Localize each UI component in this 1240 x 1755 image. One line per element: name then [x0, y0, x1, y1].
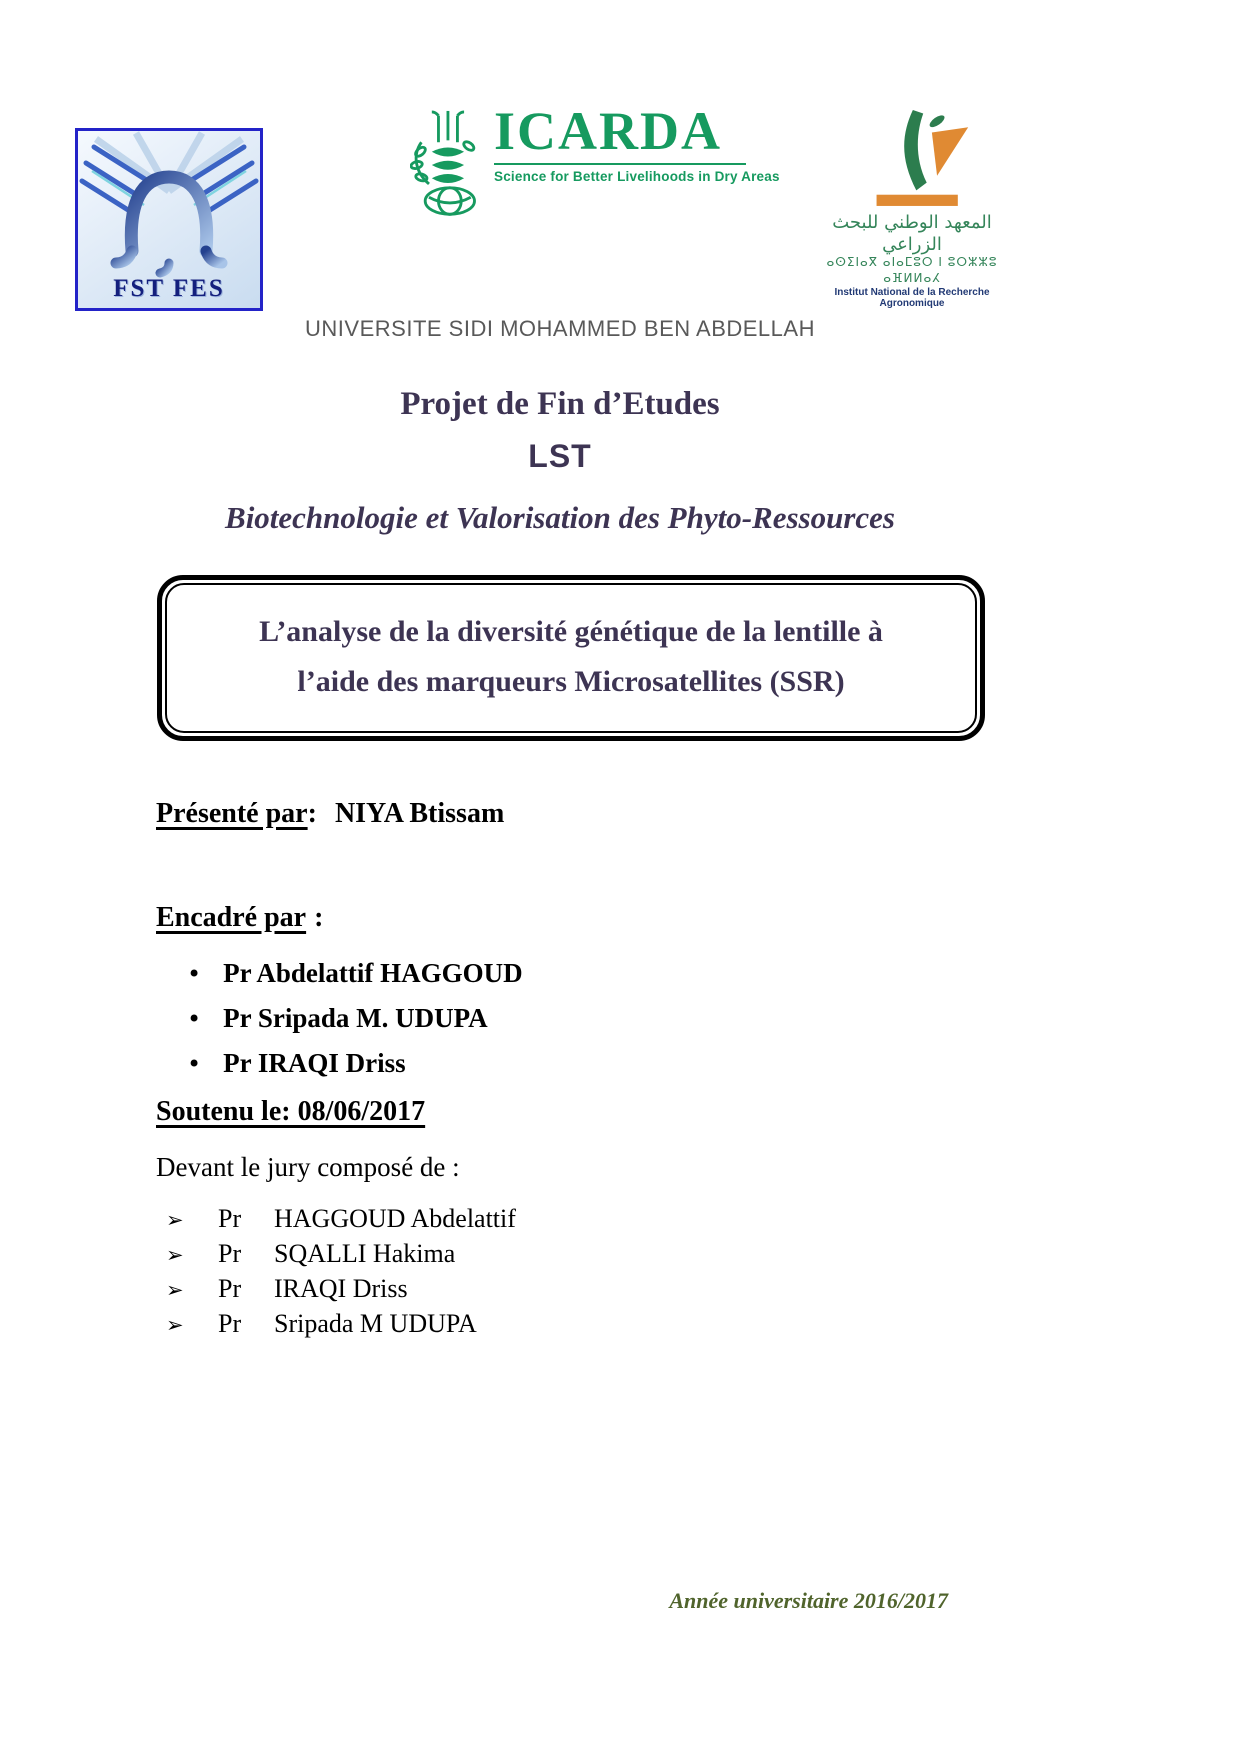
jury-member-name: IRAQI Driss [274, 1274, 408, 1303]
supervised-by-colon: : [314, 902, 324, 933]
jury-member-name: HAGGOUD Abdelattif [274, 1204, 516, 1233]
inra-mark-icon [847, 110, 977, 212]
supervisor-item [187, 1048, 523, 1093]
presented-by-colon: : [307, 798, 317, 829]
supervisor-name: Pr Sripada M. UDUPA [223, 1003, 488, 1033]
jury-member-title: Pr [218, 1239, 242, 1268]
icarda-tagline: Science for Better Livelihoods in Dry Areas [494, 169, 780, 185]
icarda-logo [410, 101, 780, 220]
arrow-bullet-icon: ➢ [166, 1243, 184, 1267]
jury-member-name: Sripada M UDUPA [274, 1309, 477, 1338]
fst-fes-logo [75, 128, 263, 311]
degree-title: LST [528, 438, 592, 474]
bullet-icon: • [187, 1050, 202, 1078]
project-type-title: Projet de Fin d’Etudes [400, 386, 720, 422]
university-name: UNIVERSITE SIDI MOHAMMED BEN ABDELLAH [305, 316, 815, 341]
arrow-bullet-icon: ➢ [166, 1208, 184, 1232]
inra-french-name: Institut National de la Recherche Agronomique [834, 287, 990, 310]
supervisor-name: Pr Abdelattif HAGGOUD [223, 958, 523, 988]
inra-logo [808, 110, 1016, 309]
academic-year: Année universitaire 2016/2017 [669, 1588, 948, 1613]
jury-member-name: SQALLI Hakima [274, 1239, 456, 1268]
icarda-divider [494, 163, 746, 165]
defense-date-text: Soutenu le: 08/06/2017 [156, 1096, 426, 1127]
jury-member-title: Pr [218, 1204, 242, 1233]
presented-by-line [156, 798, 504, 830]
icarda-text-block [494, 101, 780, 185]
thesis-title-inner-frame [165, 583, 977, 733]
defense-date-line [156, 1096, 425, 1128]
jury-intro: Devant le jury composé de : [156, 1152, 460, 1182]
bullet-icon: • [187, 1005, 202, 1033]
thesis-title-box [157, 575, 985, 741]
jury-member-row [166, 1274, 516, 1309]
supervised-by-line [156, 902, 323, 934]
program-title: Biotechnologie et Valorisation des Phyto-Ressources [225, 500, 895, 535]
jury-member-row [166, 1204, 516, 1239]
inra-arabic-name: المعهد الوطني للبحث الزراعي [832, 212, 992, 255]
presented-by-label: Présenté par [156, 798, 308, 829]
student-name: NIYA Btissam [334, 798, 505, 829]
fst-logo-caption: FST FES [113, 275, 225, 302]
supervisor-name: Pr IRAQI Driss [223, 1048, 406, 1078]
inra-tifinagh-name: ⴰⵙⵉⵏⴰⴳ ⴰⵏⴰⵎⵓⵔ ⵏ ⵓⵔⵣⵣⵓ ⴰⴼⵍⵍⴰⵃ [826, 255, 998, 285]
icarda-wordmark: ICARDA [494, 101, 722, 161]
thesis-title-line1: L’analyse de la diversité génétique de la lentille à [259, 615, 883, 648]
thesis-title-line2: l’aide des marqueurs Microsatellites (SSR) [297, 665, 845, 698]
bullet-icon: • [187, 960, 202, 988]
jury-list [166, 1204, 516, 1344]
jury-member-row [166, 1239, 516, 1274]
wheat-globe-icon [410, 110, 484, 220]
arrow-bullet-icon: ➢ [166, 1313, 184, 1337]
supervisor-item [187, 958, 523, 1003]
arrow-bullet-icon: ➢ [166, 1278, 184, 1302]
jury-member-title: Pr [218, 1274, 242, 1303]
supervisor-item [187, 1003, 523, 1048]
supervisors-list [187, 958, 523, 1093]
jury-member-title: Pr [218, 1309, 242, 1338]
supervised-by-label: Encadré par [156, 902, 307, 933]
jury-member-row [166, 1309, 516, 1344]
